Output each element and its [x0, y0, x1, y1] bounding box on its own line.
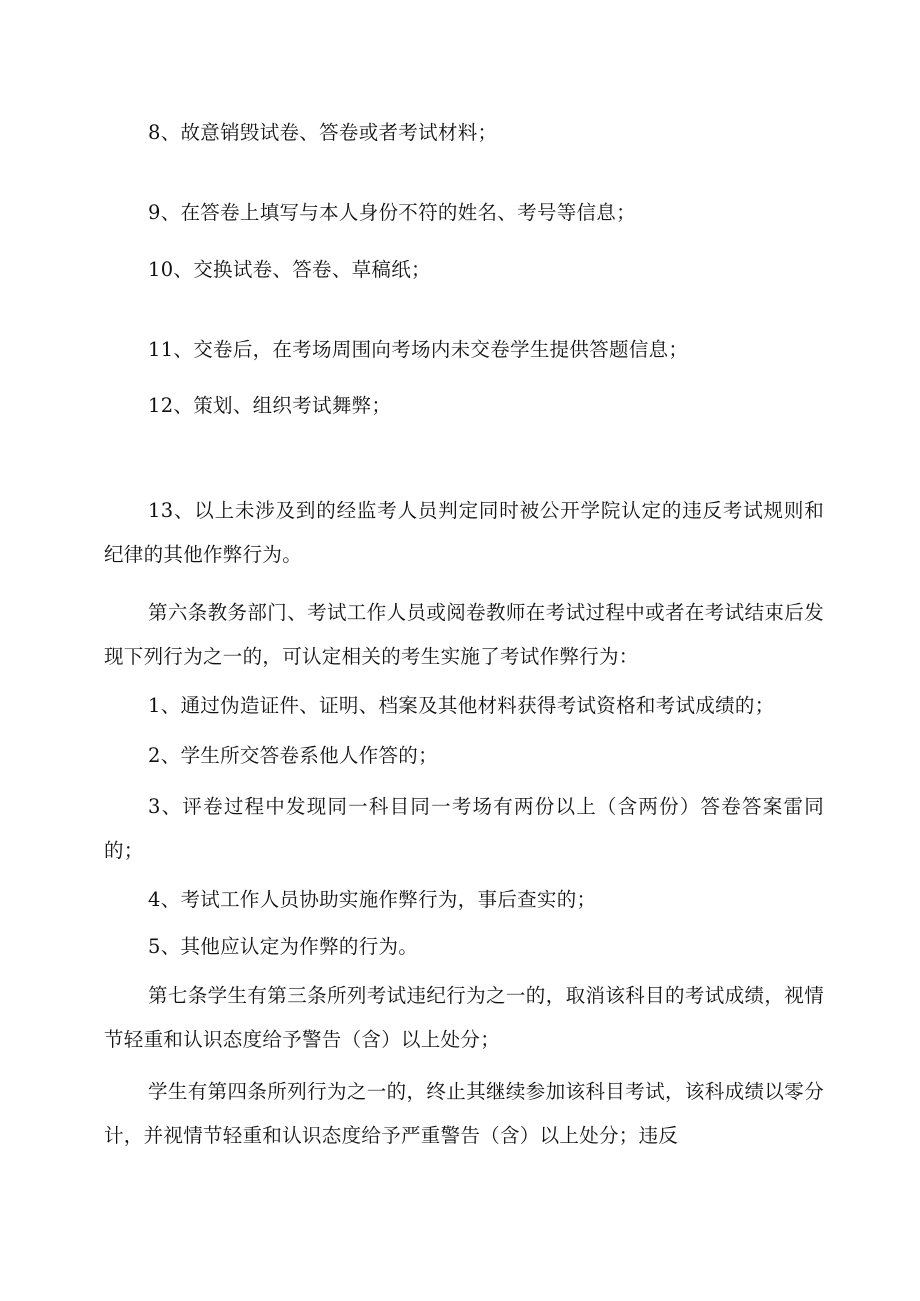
paragraph-item-11: 11、交卷后，在考场周围向考场内未交卷学生提供答题信息；: [148, 338, 689, 361]
paragraph-item-12: 12、策划、组织考试舞弊；: [148, 394, 392, 417]
article-7-paragraph: 第七条学生有第三条所列考试违纪行为之一的，取消该科目的考试成绩，视情节轻重和认识态度给予警告（含）以上处分；: [104, 984, 824, 1051]
article-6-item-2: 2、学生所交答卷系他人作答的；: [148, 744, 438, 767]
paragraph-item-8: 8、故意销毁试卷、答卷或者考试材料；: [148, 121, 498, 144]
article-7-continuation: 学生有第四条所列行为之一的，终止其继续参加该科目考试，该科成绩以零分计，并视情节轻重和认识态度给予严重警告（含）以上处分；违反: [104, 1080, 824, 1147]
paragraph-item-10: 10、交换试卷、答卷、草稿纸；: [148, 258, 431, 281]
article-6-item-5: 5、其他应认定为作弊的行为。: [148, 935, 419, 958]
paragraph-item-9: 9、在答卷上填写与本人身份不符的姓名、考号等信息；: [148, 201, 636, 224]
article-6-paragraph: 第六条教务部门、考试工作人员或阅卷教师在考试过程中或者在考试结束后发现下列行为之一的，可认定相关的考生实施了考试作弊行为：: [104, 601, 824, 668]
article-6-item-4: 4、考试工作人员协助实施作弊行为，事后查实的；: [148, 888, 597, 911]
article-6-item-3: 3、评卷过程中发现同一科目同一考场有两份以上（含两份）答卷答案雷同的；: [104, 795, 824, 862]
article-6-item-1: 1、通过伪造证件、证明、档案及其他材料获得考试资格和考试成绩的；: [148, 694, 775, 717]
paragraph-item-13: 13、以上未涉及到的经监考人员判定同时被公开学院认定的违反考试规则和纪律的其他作弊行为。: [104, 499, 824, 566]
